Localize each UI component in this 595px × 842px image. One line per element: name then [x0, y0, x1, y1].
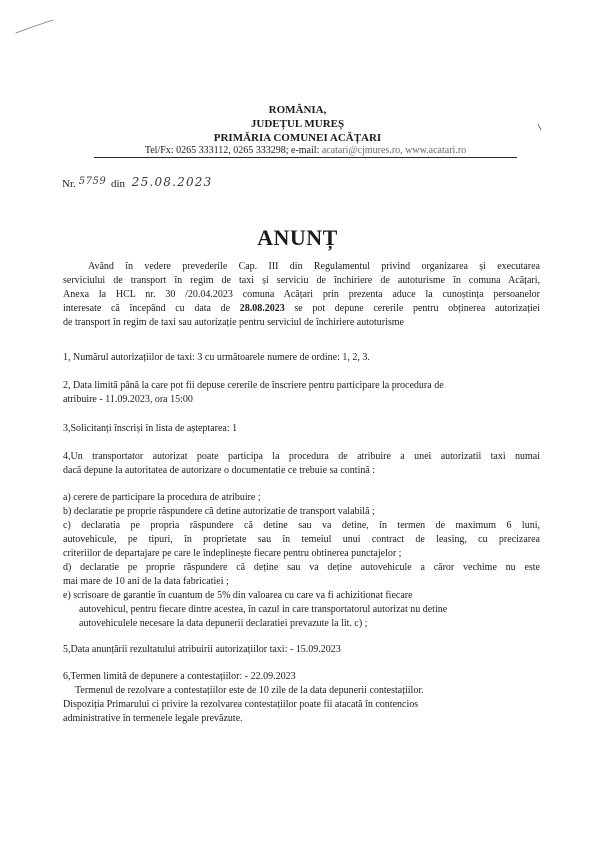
requirement-d-line-1: d) declaratie pe proprie răspundere că deține sau va deține autovehicule a căror vechime nu este	[63, 562, 540, 573]
intro-line-4-end: se pot depune cererile pentru obținerea autorizației	[294, 303, 540, 314]
country-name: ROMÂNIA,	[268, 104, 327, 116]
contact-phones: Tel/Fx: 0265 333112, 0265 333298; e-mail:	[144, 145, 320, 156]
requirement-e-line-3: autovehiculele necesare la data depunerii declaratiei prevazute la lit. c) ;	[79, 618, 368, 629]
point-3: 3,Solicitanți înscriși în lista de așteptarea: 1	[63, 423, 238, 434]
requirement-e-line-2: autovehicul, pentru fiecare dintre acestea, în cazul in care transportatorul autorizat nu detine	[79, 604, 448, 615]
requirement-c-line-3: criteriilor de departajare pe care le îndeplinește fiecare pentru obtinerea punctajelor ;	[63, 548, 402, 559]
contact-line	[94, 145, 517, 158]
point-1: 1, Numărul autorizațiilor de taxi: 3 cu următoarele numere de ordine: 1, 2, 3.	[63, 352, 370, 363]
point-5: 5,Data anunțării rezultatului atribuirii autorizațiilor taxi: - 15.09.2023	[63, 644, 341, 655]
requirement-a: a) cerere de participare la procedura de atribuire ;	[63, 492, 261, 503]
requirement-e-line-1: e) scrisoare de garantie în cuantum de 5% din valoarea cu care va fi achizitionat fiecare	[63, 590, 413, 601]
point-4-line-2: dacă depune la autoritatea de autorizare o documentatie ce trebuie sa contină :	[63, 465, 376, 476]
requirement-c-line-2: autovehicule, pe tipuri, în proprietate sau în temeiul unui contract de leasing, cu precizarea	[63, 534, 540, 545]
institution-name: PRIMĂRIA COMUNEI ACĂȚARI	[213, 132, 382, 144]
requirement-d-line-2: mai mare de 10 ani de la data fabricatiei ;	[63, 576, 229, 587]
intro-line-3: Anexa la HCL nr. 30 /20.04.2023 comuna Acățari prin prezenta aduce la cunoștința persoanelor	[63, 289, 540, 300]
contact-website: www.acatari.ro	[405, 145, 467, 156]
registration-date: 25.08.2023	[131, 175, 213, 189]
registration-line	[62, 174, 212, 192]
registration-number: 5759	[78, 176, 107, 187]
requirement-c-line-1: c) declaratia pe propria răspundere că detine sau va detine, în termen de maximum 6 luni,	[63, 520, 540, 531]
intro-line-2: serviciului de transport în regim de taxi și serviciu de închiriere de autoturisme în comuna Acățari,	[63, 275, 540, 286]
requirement-b: b) declaratie pe proprie răspundere că detine autorizatie de transport valabilă ;	[63, 506, 375, 517]
intro-line-4	[63, 302, 540, 316]
point-4-line-1: 4,Un transportator autorizat poate participa la procedura de atribuire a unei autorizatii taxi numai	[63, 451, 540, 462]
document-title: ANUNȚ	[257, 225, 338, 250]
pen-stroke-mark	[14, 16, 56, 36]
registration-din-label: din	[110, 178, 126, 190]
county-name: JUDEȚUL MUREȘ	[250, 118, 345, 130]
intro-line-4-start: interesate că începând cu data de	[63, 303, 231, 314]
point-2-line-2: atribuire - 11.09.2023, ora 15:00	[63, 394, 193, 405]
point-2-line-1: 2, Data limită până la care pot fii depuse cererile de înscriere pentru participare la procedura de	[63, 380, 444, 391]
point-6-line-4: administrative în termenele legale prevăzute.	[63, 713, 243, 724]
point-6-line-2: Termenul de rezolvare a contestațiilor este de 10 zile de la data depunerii contestațiilor.	[75, 685, 424, 696]
registration-nr-label: Nr.	[62, 178, 76, 190]
intro-line-5: de transport în regim de taxi sau autorizație pentru serviciul de închiriere autoturisme	[63, 317, 404, 328]
point-6-line-1: 6,Termen limită de depunere a contestațiilor: - 22.09.2023	[63, 671, 296, 682]
intro-line-1: Având în vedere prevederile Cap. III din Regulamentul privind organizarea și executarea	[88, 261, 540, 272]
point-6-line-3: Dispoziția Primarului ci privire la rezolvarea contestațiilor poate fii atacată în contencios	[63, 699, 419, 710]
start-date: 28.08.2023	[239, 303, 285, 314]
contact-email: acatari@cjmures.ro,	[321, 145, 403, 156]
